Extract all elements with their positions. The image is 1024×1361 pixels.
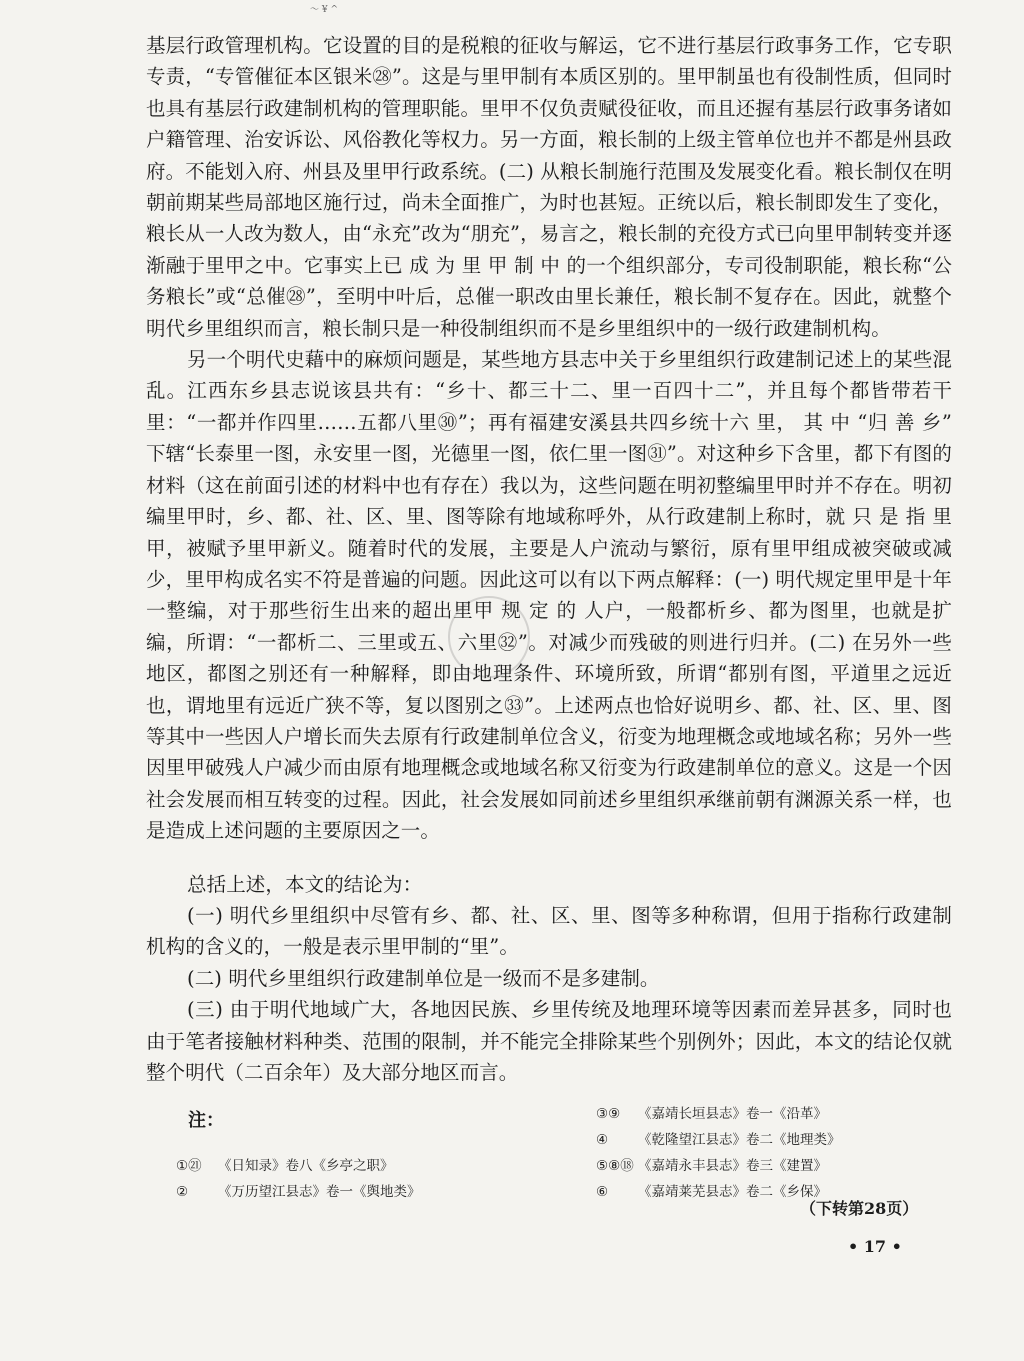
conclusion-intro: 总括上述，本文的结论为： (187, 872, 423, 896)
footnote-item (176, 1154, 394, 1174)
conclusion-point-3: (三) 由于明代地域广大，各地因民族、乡里传统及地理环境等因素而差异甚多，同时也由于笔者接触材料种类、范围的限制，并不能完全排除某些个别例外；因此，本文的结论仅就整个明代（二百余年）及大部分地区而言。 (146, 998, 952, 1084)
header-mark: 〜 ¥ ^ (310, 5, 338, 15)
footnote-number: ⑥ (596, 1184, 609, 1200)
footnote-number: ⑤⑧⑱ (596, 1158, 634, 1174)
footnote-item (596, 1102, 827, 1122)
footnote-text: 《嘉靖永丰县志》卷三《建置》 (638, 1158, 827, 1174)
footnote-item (596, 1128, 841, 1148)
footnote-text: 《嘉靖莱芜县志》卷二《乡保》 (638, 1184, 827, 1200)
conclusion-point-1: (一) 明代乡里组织中尽管有乡、都、社、区、里、图等多种称谓，但用于指称行政建制机构的含义的，一般是表示里甲制的“里”。 (146, 903, 952, 959)
article-body (146, 30, 952, 1088)
footnote-number: ①㉑ (176, 1158, 202, 1174)
section-gap (146, 847, 952, 869)
footnote-number: ④ (596, 1132, 609, 1148)
paragraph-2: 另一个明代史藉中的麻烦问题是，某些地方县志中关于乡里组织行政建制记述上的某些混乱。江西东乡县志说该县共有：“乡十、都三十二、里一百四十二”，并且每个都皆带若干里：“一都并作四里……五都八里㉚”；再有福建安溪县共四乡统十六 里， 其 中 “归 善 乡” 下辖“长泰里一图，永安里一图，光德里一图，依仁里一图㉛”。对这种乡下含里，都下有图的材料（这在前面引述的材料中也有存在）我以为，这些问题在明初整编里甲时并不存在。明初编里甲时，乡、都、社、区、里、图等除有地域称呼外，从行政建制上称时，就 只 是 指 里甲，被赋予里甲新义。随着时代的发展，主要是人户流动与繁衍，原有里甲组成被突破或减少，里甲构成名实不符是普遍的问题。因此这可以有以下两点解释：(一) 明代规定里甲是十年一整编，对于那些衍生出来的超出里甲 规 定 的 人户，一般都析乡、都为图里，也就是扩编，所谓：“一都析二、三里或五、六里㉜”。对减少而残破的则进行归并。(二) 在另外一些地区，都图之别还有一种解释，即由地理条件、环境所致，所谓“都别有图，平道里之远近也，谓地里有远近广狭不等，复以图别之㉝”。上述两点也恰好说明乡、都、社、区、里、图等其中一些因人户增长而失去原有行政建制单位含义，衍变为地理概念或地域名称；另外一些因里甲破残人户减少而由原有地理概念或地域名称又衍变为行政建制单位的意义。这是一个因社会发展而相互转变的过程。因此，社会发展如同前述乡里组织承继前朝有渊源关系一样，也是造成上述问题的主要原因之一。 (146, 348, 952, 843)
footnote-number: ③⑨ (596, 1106, 621, 1122)
footnote-item (596, 1180, 827, 1200)
footnote-text: 《万历望江县志》卷一《舆地类》 (218, 1184, 421, 1200)
paragraph-1: 基层行政管理机构。它设置的目的是税粮的征收与解运，它不进行基层行政事务工作，它专职专责，“专管催征本区银米㉘”。这是与里甲制有本质区别的。里甲制虽也有役制性质，但同时也具有基层行政建制机构的管理职能。里甲不仅负责赋役征收，而且还握有基层行政事务诸如户籍管理、治安诉讼、风俗教化等权力。另一方面，粮长制的上级主管单位也并不都是州县政府。不能划入府、州县及里甲行政系统。(二) 从粮长制施行范围及发展变化看。粮长制仅在明朝前期某些局部地区施行过，尚未全面推广，为时也甚短。正统以后，粮长制即发生了变化，粮长从一人改为数人，由“永充”改为“朋充”，易言之，粮长制的充役方式已向里甲制转变并逐渐融于里甲之中。它事实上已 成 为 里 甲 制 中 的一个组织部分，专司役制职能，粮长称“公务粮长”或“总催㉘”，至明中叶后，总催一职改由里长兼任，粮长制不复存在。因此，就整个明代乡里组织而言，粮长制只是一种役制组织而不是乡里组织中的一级行政建制机构。 (146, 34, 952, 340)
footnote-number: ② (176, 1184, 189, 1200)
footnote-text: 《嘉靖长垣县志》卷一《沿革》 (638, 1106, 827, 1122)
footnote-item (176, 1180, 421, 1200)
footnote-item (596, 1154, 827, 1174)
continued-note: （下转第28页） (800, 1199, 919, 1218)
footnote-text: 《乾隆望江县志》卷二《地理类》 (638, 1132, 841, 1148)
footnote-text: 《日知录》卷八《乡亭之职》 (218, 1158, 394, 1174)
footnotes-label: 注： (188, 1110, 224, 1131)
conclusion-point-2: (二) 明代乡里组织行政建制单位是一级而不是多建制。 (187, 966, 660, 990)
page-number: • 17 • (848, 1237, 902, 1256)
